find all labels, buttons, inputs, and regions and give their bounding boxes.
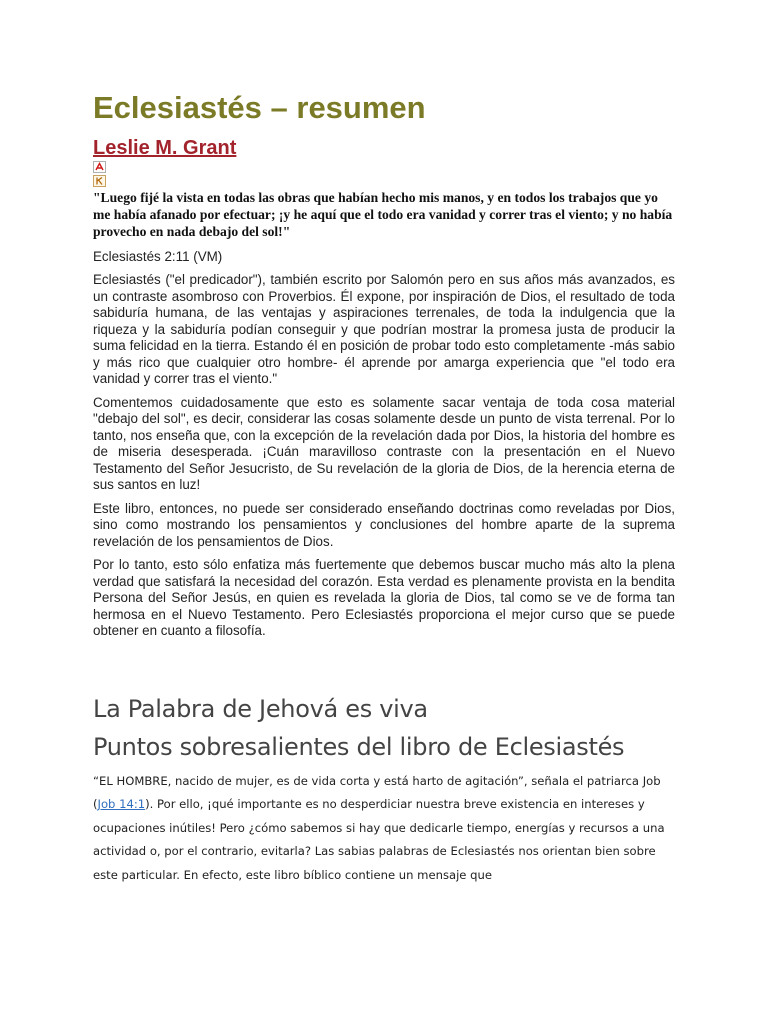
kindle-file-icon[interactable] xyxy=(93,175,106,187)
body-text: ). Por ello, ¡qué importante es no desperdiciar nuestra breve existencia en intereses y ocupaciones inútiles! Pero ¿cómo sabemos si hay que dedicarle tiempo, energías y recursos a una actividad o, por el contrario, evitarla? Las sabias palabras de Eclesiastés nos orientan bien sobre este particular. En efecto, este libro bíblico contiene un mensaje que xyxy=(93,797,665,882)
document-page xyxy=(93,86,675,887)
paragraph: Comentemos cuidadosamente que esto es solamente sacar ventaja de toda cosa material "debajo del sol", es decir, considerar las cosas solamente desde un punto de vista terrenal. Por lo tanto, nos enseña que, con la excepción de la revelación dada por Dios, la historia del hombre es de miseria desesperada. ¡Cuán maravilloso contraste con la presentación en el Nuevo Testamento del Señor Jesucristo, de Su revelación de la gloria de Dios, de la herencia eterna de sus santos en luz! xyxy=(93,394,675,492)
section-heading-line: Puntos sobresalientes del libro de Eclesiastés xyxy=(93,732,625,761)
quote-reference: Eclesiastés 2:11 (VM) xyxy=(93,249,223,264)
author-link[interactable]: Leslie M. Grant xyxy=(93,137,237,159)
paragraph: Por lo tanto, esto sólo enfatiza más fuertemente que debemos buscar mucho más alto la plena verdad que satisfará la necesidad del corazón. Esta verdad es plenamente provista en la bendita Persona del Señor Jesús, en quien es revelada la gloria de Dios, tal como se ve de forma tan hermosa en el Nuevo Testamento. Pero Eclesiastés proporciona el mejor curso que se puede obtener en cuanto a filosofía. xyxy=(93,557,675,638)
pdf-file-icon[interactable] xyxy=(93,161,106,173)
section-body xyxy=(93,770,675,888)
section-heading-line: La Palabra de Jehová es viva xyxy=(93,694,428,723)
paragraph: Este libro, entonces, no puede ser considerado enseñando doctrinas como reveladas por Dios, sino como mostrando los pensamientos y conclusiones del hombre aparte de la suprema revelación de los pensamientos de Dios. xyxy=(93,500,675,549)
paragraph: Eclesiastés ("el predicador"), también escrito por Salomón pero en sus años más avanzados, es un contraste asombroso con Proverbios. Él expone, por inspiración de Dios, el resultado de toda sabiduría humana, de las ventajas y aspiraciones terrenales, de toda la indulgencia que la riqueza y la sabiduría podían conseguir y que podrían mostrar la promesa justa de producir la suma felicidad en la tierra. Estando él en posición de probar todo esto completamente -más sabio y más rico que cualquier otro hombre- él aprende por amarga experiencia que "el todo era vanidad y correr tras el viento." xyxy=(93,272,675,386)
scripture-quote: "Luego fijé la vista en todas las obras que habían hecho mis manos, y en todos los trabajos que yo me había afanado por efectuar; ¡y he aquí que el todo era vanidad y correr tras el viento; y no había provecho en nada debajo del sol!" xyxy=(93,190,673,239)
body-text: “EL HOMBRE, nacido de mujer, es de vida corta y está harto de agitación”, señala el patriarca Job ( xyxy=(93,773,661,811)
job-14-1-link[interactable]: Job 14:1 xyxy=(97,797,146,811)
section-heading xyxy=(93,690,675,766)
download-icons xyxy=(93,161,675,187)
page-title: Eclesiastés – resumen xyxy=(93,90,426,125)
